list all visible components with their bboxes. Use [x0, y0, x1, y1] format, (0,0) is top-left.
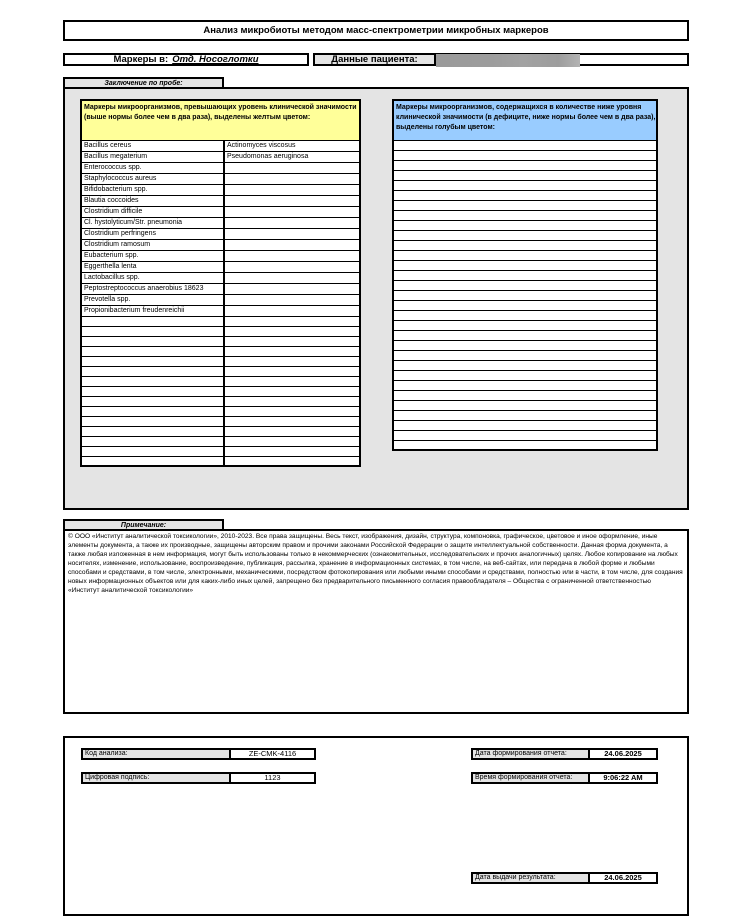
deficient-markers-row [393, 200, 657, 210]
elevated-markers-row [81, 239, 360, 250]
marker-cell [393, 290, 657, 300]
marker-cell [224, 294, 360, 305]
elevated-markers-header: Маркеры микроорганизмов, превышающих уровень клинической значимости (выше нормы более чем в два раза), выделены желтым цветом: [81, 100, 360, 140]
deficient-markers-row [393, 300, 657, 310]
marker-cell [393, 260, 657, 270]
marker-cell [224, 305, 360, 316]
marker-cell [224, 376, 360, 386]
elevated-markers-row [81, 326, 360, 336]
marker-cell [224, 250, 360, 261]
deficient-markers-row [393, 440, 657, 450]
elevated-markers-row [81, 195, 360, 206]
elevated-markers-row [81, 436, 360, 446]
elevated-markers-row [81, 261, 360, 272]
deficient-markers-row [393, 350, 657, 360]
marker-cell [393, 300, 657, 310]
report-time-value: 9:06:22 AM [588, 772, 658, 784]
deficient-markers-row [393, 270, 657, 280]
marker-cell [224, 228, 360, 239]
deficient-markers-row [393, 170, 657, 180]
deficient-markers-row [393, 310, 657, 320]
marker-cell [224, 446, 360, 456]
marker-cell [393, 310, 657, 320]
elevated-markers-row [81, 173, 360, 184]
result-issue-date-label: Дата выдачи результата: [471, 872, 590, 884]
elevated-markers-row [81, 228, 360, 239]
marker-cell [393, 380, 657, 390]
marker-cell [224, 426, 360, 436]
deficient-markers-row [393, 220, 657, 230]
marker-cell [393, 330, 657, 340]
marker-cell [393, 410, 657, 420]
marker-cell [81, 416, 224, 426]
elevated-markers-row [81, 151, 360, 162]
marker-cell [224, 396, 360, 406]
deficient-markers-row [393, 160, 657, 170]
marker-cell [224, 346, 360, 356]
analysis-code-value: ZE-CMK-4116 [229, 748, 316, 760]
deficient-markers-row [393, 400, 657, 410]
marker-cell [393, 220, 657, 230]
marker-cell: Bacillus megaterium [81, 151, 224, 162]
report-date-label: Дата формирования отчета: [471, 748, 590, 760]
elevated-markers-row [81, 250, 360, 261]
deficient-markers-row [393, 370, 657, 380]
marker-cell [393, 150, 657, 160]
marker-cell: Enterococcus spp. [81, 162, 224, 173]
marker-cell: Clostridium ramosum [81, 239, 224, 250]
marker-cell [81, 376, 224, 386]
markers-in-label: Маркеры в: [113, 54, 169, 65]
deficient-markers-header: Маркеры микроорганизмов, содержащихся в количестве ниже уровня клинической значимости (в дефиците, ниже нормы более чем в два раза), выделены голубым цветом: [393, 100, 657, 140]
deficient-markers-row [393, 180, 657, 190]
marker-cell [393, 140, 657, 150]
elevated-markers-row [81, 272, 360, 283]
deficient-markers-row [393, 190, 657, 200]
elevated-markers-row [81, 140, 360, 151]
marker-cell [393, 370, 657, 380]
elevated-markers-row [81, 446, 360, 456]
copyright-note: © ООО «Институт аналитической токсикологии», 2010-2023. Все права защищены. Весь текст, изображения, дизайн, структура, компоновка, графическое, цветовое и иное оформление, иные элементы документа, а также их производные, защищены авторским правом и прочими законами Российской Федерации о защите интеллектуальной собственности. Данная форма документа, а также любая изложенная в нем информация, могут быть использованы только в некоммерческих (ознакомительных, исследовательских и прочих аналогичных) целях. Любое копирование на любых носителях, изменение, использование, воспроизведение, публикация, рассылка, хранение в информационных системах, в том числе, на веб-сайтах, или передача в любой форме и любыми способами и средствами, в том числе, электронными, механическими, посредством фотокопирования или любыми иными способами и средствами, полностью или в части, в том числе, для создания новых информационных объектов или для каких-либо иных целей, запрещено без предварительного письменного согласия правообладателя – Общества с ограниченной ответственностью «Институт аналитической токсикологии» [63, 529, 689, 714]
result-issue-date-value: 24.06.2025 [588, 872, 658, 884]
deficient-markers-row [393, 390, 657, 400]
marker-cell [393, 250, 657, 260]
marker-cell: Staphylococcus aureus [81, 173, 224, 184]
marker-cell [81, 396, 224, 406]
marker-cell [224, 356, 360, 366]
deficient-markers-row [393, 230, 657, 240]
deficient-markers-row [393, 140, 657, 150]
elevated-markers-row [81, 162, 360, 173]
marker-cell [81, 406, 224, 416]
deficient-markers-row [393, 380, 657, 390]
marker-cell [81, 436, 224, 446]
elevated-markers-row [81, 217, 360, 228]
elevated-markers-row [81, 376, 360, 386]
marker-cell: Prevotella spp. [81, 294, 224, 305]
marker-cell [224, 336, 360, 346]
elevated-markers-row [81, 406, 360, 416]
note-tab: Примечание: [63, 519, 224, 530]
marker-cell [224, 386, 360, 396]
marker-cell: Eggerthella lenta [81, 261, 224, 272]
elevated-markers-row [81, 305, 360, 316]
marker-cell [393, 420, 657, 430]
elevated-markers-table [80, 99, 361, 467]
elevated-markers-row [81, 396, 360, 406]
marker-cell [224, 239, 360, 250]
deficient-markers-row [393, 290, 657, 300]
marker-cell [224, 217, 360, 228]
conclusion-tab: Заключение по пробе: [63, 77, 224, 88]
deficient-markers-row [393, 420, 657, 430]
deficient-markers-row [393, 330, 657, 340]
elevated-markers-row [81, 416, 360, 426]
marker-cell: Bacillus cereus [81, 140, 224, 151]
marker-cell [224, 206, 360, 217]
markers-location [63, 53, 309, 66]
deficient-markers-row [393, 210, 657, 220]
marker-cell: Lactobacillus spp. [81, 272, 224, 283]
marker-cell: Bifidobacterium spp. [81, 184, 224, 195]
deficient-markers-row [393, 430, 657, 440]
marker-cell: Peptostreptococcus anaerobius 18623 [81, 283, 224, 294]
elevated-markers-row [81, 366, 360, 376]
deficient-markers-row [393, 360, 657, 370]
digital-signature-label: Цифровая подпись: [81, 772, 231, 784]
marker-cell [393, 280, 657, 290]
marker-cell [224, 316, 360, 326]
marker-cell: Clostridium difficile [81, 206, 224, 217]
marker-cell [224, 366, 360, 376]
marker-cell [393, 210, 657, 220]
report-date-value: 24.06.2025 [588, 748, 658, 760]
markers-in-value: Отд. Носоглотки [172, 54, 259, 65]
marker-cell [81, 386, 224, 396]
deficient-markers-row [393, 260, 657, 270]
marker-cell [224, 173, 360, 184]
marker-cell [81, 456, 224, 466]
marker-cell [393, 320, 657, 330]
marker-cell [224, 162, 360, 173]
deficient-markers-row [393, 320, 657, 330]
document-title: Анализ микробиоты методом масс-спектрометрии микробных маркеров [63, 20, 689, 41]
deficient-markers-row [393, 150, 657, 160]
deficient-markers-table [392, 99, 658, 451]
patient-data-label: Данные пациента: [313, 53, 436, 66]
marker-cell: Actinomyces viscosus [224, 140, 360, 151]
elevated-markers-row [81, 294, 360, 305]
marker-cell [224, 283, 360, 294]
marker-cell [81, 336, 224, 346]
marker-cell [224, 456, 360, 466]
marker-cell [224, 195, 360, 206]
marker-cell [393, 360, 657, 370]
marker-cell [393, 190, 657, 200]
marker-cell: Pseudomonas aeruginosa [224, 151, 360, 162]
marker-cell [393, 170, 657, 180]
marker-cell [224, 184, 360, 195]
elevated-markers-row [81, 206, 360, 217]
marker-cell [393, 340, 657, 350]
marker-cell [224, 416, 360, 426]
marker-cell [224, 406, 360, 416]
marker-cell [393, 180, 657, 190]
elevated-markers-row [81, 346, 360, 356]
marker-cell [81, 446, 224, 456]
marker-cell [393, 270, 657, 280]
deficient-markers-row [393, 280, 657, 290]
digital-signature-value: 1123 [229, 772, 316, 784]
marker-cell [393, 240, 657, 250]
deficient-markers-row [393, 410, 657, 420]
deficient-markers-row [393, 340, 657, 350]
marker-cell [224, 436, 360, 446]
marker-cell: Propionibacterium freudenreichii [81, 305, 224, 316]
marker-cell [224, 326, 360, 336]
marker-cell [393, 230, 657, 240]
elevated-markers-row [81, 426, 360, 436]
marker-cell [81, 326, 224, 336]
marker-cell [393, 200, 657, 210]
analysis-code-label: Код анализа: [81, 748, 231, 760]
elevated-markers-row [81, 316, 360, 326]
marker-cell [393, 160, 657, 170]
marker-cell [393, 430, 657, 440]
report-info-panel [63, 736, 689, 916]
deficient-markers-row [393, 250, 657, 260]
marker-cell: Clostridium perfringens [81, 228, 224, 239]
deficient-markers-row [393, 240, 657, 250]
elevated-markers-row [81, 356, 360, 366]
marker-cell [393, 390, 657, 400]
elevated-markers-row [81, 386, 360, 396]
elevated-markers-row [81, 336, 360, 346]
redacted-patient-name [436, 54, 580, 67]
elevated-markers-row [81, 456, 360, 466]
marker-cell [81, 426, 224, 436]
marker-cell: Blautia coccoides [81, 195, 224, 206]
marker-cell [81, 316, 224, 326]
elevated-markers-row [81, 184, 360, 195]
marker-cell [393, 350, 657, 360]
marker-cell [393, 440, 657, 450]
elevated-markers-row [81, 283, 360, 294]
marker-cell [224, 272, 360, 283]
marker-cell: Cl. hystolyticum/Str. pneumonia [81, 217, 224, 228]
marker-cell [81, 366, 224, 376]
report-time-label: Время формирования отчета: [471, 772, 590, 784]
marker-cell [81, 356, 224, 366]
marker-cell [81, 346, 224, 356]
marker-cell [393, 400, 657, 410]
marker-cell: Eubacterium spp. [81, 250, 224, 261]
marker-cell [224, 261, 360, 272]
